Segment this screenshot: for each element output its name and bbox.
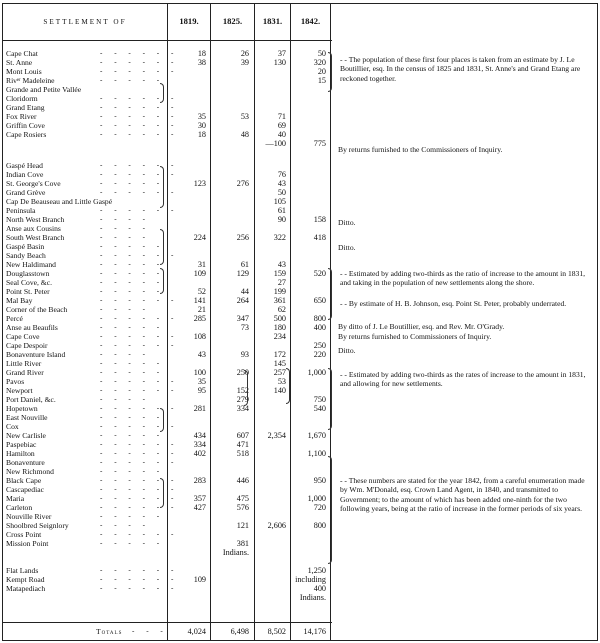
- leader-dots: - - - - - -: [100, 296, 179, 304]
- settlement-name: Paspebiac: [6, 440, 37, 449]
- settlement-name: Hamilton: [6, 449, 35, 458]
- leader-dots: - - - - - -: [100, 94, 179, 102]
- note-johnson: - - By estimate of H. B. Johnson, esq. Point St. Peter, probably underrated.: [340, 299, 567, 308]
- cell-year-1842: 800: [313, 314, 326, 323]
- cell-year-1842: 1,250: [307, 566, 326, 575]
- settlement-name: Point St. Peter: [6, 287, 50, 296]
- total-1819: 4,024: [187, 627, 206, 636]
- settlement-name: Anse aux Cousins: [6, 224, 61, 233]
- leader-dots: - - - - - -: [100, 58, 179, 66]
- leader-dots: - - - - -: [100, 76, 165, 84]
- brace-1842-group-a: [328, 52, 332, 92]
- brace-haldimand-group: [160, 268, 164, 294]
- cell-year-1842: 15: [317, 76, 326, 85]
- settlement-name: Indian Cove: [6, 170, 44, 179]
- cell-year-1819: 123: [193, 179, 206, 188]
- leader-dots: - - - -: [100, 521, 150, 529]
- cell-year-1825: 256: [236, 233, 249, 242]
- note-ditto-1: Ditto.: [338, 218, 356, 227]
- settlement-name: Kempt Road: [6, 575, 45, 584]
- settlement-name: Mont Louis: [6, 67, 42, 76]
- cell-year-1842: including: [295, 575, 326, 584]
- leader-dots: - - - - - -: [100, 188, 179, 196]
- settlement-name: Maria: [6, 494, 25, 503]
- settlement-name: Cox: [6, 422, 19, 431]
- total-1831: 8,502: [267, 627, 286, 636]
- cell-year-1819: 31: [197, 260, 206, 269]
- cell-year-1819: 109: [193, 269, 206, 278]
- cell-year-1825: 279: [236, 395, 249, 404]
- leader-dots: - - - - - -: [100, 503, 179, 511]
- brace-gaspe-group-b: [160, 229, 164, 265]
- leader-dots: - - - - -: [100, 467, 165, 475]
- leader-dots: - - - - - -: [100, 440, 179, 448]
- settlement-name: New Haldimand: [6, 260, 56, 269]
- total-1842: 14,176: [303, 627, 326, 636]
- note-ditto-2: Ditto.: [338, 243, 356, 252]
- cell-year-1819: 108: [193, 332, 206, 341]
- cell-year-1831: 71: [277, 112, 286, 121]
- settlement-name: Corner of the Beach: [6, 305, 68, 314]
- cell-year-1819: 434: [193, 431, 206, 440]
- settlement-name: Percé: [6, 314, 23, 323]
- header-year-1819: 1819.: [179, 16, 199, 26]
- cell-year-1819: 18: [197, 49, 206, 58]
- cell-year-1842: 1,670: [307, 431, 326, 440]
- cell-year-1819: 95: [197, 386, 206, 395]
- leader-dots: - - - - -: [100, 359, 165, 367]
- leader-dots: - - - - - -: [100, 341, 179, 349]
- leader-dots: - - - -: [100, 233, 150, 241]
- settlement-name: Sandy Beach: [6, 251, 46, 260]
- cell-year-1831: —100: [265, 139, 286, 148]
- bottom-rule: [2, 640, 598, 641]
- settlement-name: St. George's Cove: [6, 179, 61, 188]
- cell-year-1842: 720: [313, 503, 326, 512]
- cell-year-1831: 43: [277, 179, 286, 188]
- settlement-name: Grande and Petite Vallée: [6, 85, 82, 94]
- cell-year-1842: 1,100: [307, 449, 326, 458]
- cell-year-1842: 220: [313, 350, 326, 359]
- settlement-name: Cape Chat: [6, 49, 38, 58]
- leader-dots: - - - - -: [100, 260, 165, 268]
- brace-1825-group: [244, 370, 248, 406]
- leader-dots: - - - - - -: [100, 332, 179, 340]
- cell-year-1842: 1,000: [307, 368, 326, 377]
- cell-year-1831: 43: [277, 260, 286, 269]
- leader-dots: - - - - -: [100, 179, 165, 187]
- settlement-name: Bonaventure Island: [6, 350, 66, 359]
- brace-1842-group-d: [328, 456, 332, 564]
- cell-year-1831: 90: [277, 215, 286, 224]
- settlement-name: St. Anne: [6, 58, 33, 67]
- cell-year-1819: 38: [197, 58, 206, 67]
- cell-year-1819: 109: [193, 575, 206, 584]
- cell-year-1825: 576: [236, 503, 249, 512]
- settlement-name: Nouville River: [6, 512, 52, 521]
- cell-year-1842: 800: [313, 521, 326, 530]
- cell-year-1831: 199: [273, 287, 286, 296]
- cell-year-1819: 18: [197, 130, 206, 139]
- cell-year-1819: 52: [197, 287, 206, 296]
- settlement-name: Flat Lands: [6, 566, 39, 575]
- leader-dots: - - - - - -: [100, 476, 179, 484]
- leader-dots: - - - - - -: [100, 566, 179, 574]
- cell-year-1819: 283: [193, 476, 206, 485]
- leader-dots: - - - -: [100, 215, 150, 223]
- settlement-name: Bonaventure: [6, 458, 45, 467]
- right-rule: [597, 3, 598, 641]
- settlement-name: Seal Cove, &c.: [6, 278, 52, 287]
- settlement-name: Rivᵉʳ Madeleine: [6, 76, 55, 85]
- cell-year-1825: 381: [236, 539, 249, 548]
- settlement-name: Cape Cove: [6, 332, 40, 341]
- note-mcdonald: - - These numbers are stated for the year 1842, from a careful enumeration made by Wm. M'Donald, esq. Crown Land Agent, in 1840, and transmitted to Government; to the amount of which has been added one-ninth for the two following years, being at the ratio of increase in the former periods of six years.: [340, 476, 585, 514]
- totals-label: Totals: [96, 627, 123, 636]
- leader-dots: - - - - - -: [100, 458, 179, 466]
- settlement-name: New Carlisle: [6, 431, 46, 440]
- cell-year-1825: 121: [236, 521, 249, 530]
- settlement-name: Peninsula: [6, 206, 36, 215]
- settlement-name: Cape Rosiers: [6, 130, 47, 139]
- leader-dots: - - - - -: [100, 278, 165, 286]
- leader-dots: - - - - -: [100, 287, 165, 295]
- cell-year-1819: 334: [193, 440, 206, 449]
- header-settlement: SETTLEMENT OF: [43, 18, 127, 26]
- settlement-name: New Richmond: [6, 467, 54, 476]
- cell-year-1825: 518: [236, 449, 249, 458]
- cell-year-1831: 40: [277, 130, 286, 139]
- leader-dots: - - - -: [100, 350, 150, 358]
- cell-year-1825: 73: [240, 323, 249, 332]
- note-first-four: - - The population of these first four places is taken from an estimate by J. Le Boutillier, esq. In the census of 1825 and 1831, St. Anne's and Grand Etang are reckoned together.: [340, 55, 581, 83]
- cell-year-1831: 257: [273, 368, 286, 377]
- leader-dots: - - - -: [100, 305, 150, 313]
- cell-year-1831: 50: [277, 188, 286, 197]
- settlement-name: Port Daniel, &c.: [6, 395, 56, 404]
- note-returns-commissioners: By returns furnished to the Commissioners of Inquiry.: [338, 145, 503, 154]
- settlement-name: Cloridorm: [6, 94, 38, 103]
- cell-year-1819: 357: [193, 494, 206, 503]
- settlement-name: Little River: [6, 359, 42, 368]
- cell-year-1825: 446: [236, 476, 249, 485]
- leader-dots: - - - - -: [100, 323, 165, 331]
- top-rule: [2, 3, 598, 4]
- leader-dots: - - - - - -: [100, 251, 179, 259]
- settlement-name: Mission Point: [6, 539, 49, 548]
- leader-dots: - - - - - -: [100, 103, 179, 111]
- cell-year-1825: 276: [236, 179, 249, 188]
- cell-year-1842: Indians.: [299, 593, 326, 602]
- cell-year-1825: 471: [236, 440, 249, 449]
- cell-year-1825: 61: [240, 260, 249, 269]
- cell-year-1831: 172: [273, 350, 286, 359]
- leader-dots: - - - - -: [100, 368, 165, 376]
- settlement-name: Cascapediac: [6, 485, 44, 494]
- cell-year-1831: 27: [277, 278, 286, 287]
- settlement-name: Carleton: [6, 503, 33, 512]
- cell-year-1819: 100: [193, 368, 206, 377]
- total-1825: 6,498: [230, 627, 249, 636]
- cell-year-1819: 21: [197, 305, 206, 314]
- leader-dots: - - - - -: [100, 413, 165, 421]
- cell-year-1842: 250: [313, 341, 326, 350]
- cell-year-1819: 281: [193, 404, 206, 413]
- cell-year-1831: 105: [273, 197, 286, 206]
- settlement-name: Pavos: [6, 377, 25, 386]
- leader-dots: - - - - - -: [100, 530, 179, 538]
- leader-dots: - - - - - -: [100, 206, 179, 214]
- cell-year-1842: 418: [313, 233, 326, 242]
- cell-year-1825: 93: [240, 350, 249, 359]
- leader-dots: - - - - - -: [100, 485, 179, 493]
- settlement-name: Gaspé Head: [6, 161, 43, 170]
- brace-vallee-group: [160, 83, 164, 103]
- settlement-name: Black Cape: [6, 476, 42, 485]
- cell-year-1842: 320: [313, 58, 326, 67]
- cell-year-1825: Indians.: [222, 548, 249, 557]
- cell-year-1831: 180: [273, 323, 286, 332]
- settlement-name: North West Branch: [6, 215, 65, 224]
- brace-1842-group-b: [328, 268, 332, 320]
- leader-dots: - - - - - -: [100, 575, 179, 583]
- cell-year-1819: 141: [193, 296, 206, 305]
- cell-year-1819: 427: [193, 503, 206, 512]
- settlement-name: Grand Etang: [6, 103, 45, 112]
- leader-dots: - - - - - -: [100, 422, 179, 430]
- cell-year-1831: 62: [277, 305, 286, 314]
- settlement-name: Anse au Beaufils: [6, 323, 58, 332]
- cell-year-1842: 400: [313, 584, 326, 593]
- cell-year-1825: 53: [240, 112, 249, 121]
- leader-dots: - - - - - -: [100, 112, 179, 120]
- settlement-name: Douglasstown: [6, 269, 50, 278]
- cell-year-1842: 158: [313, 215, 326, 224]
- cell-year-1831: 234: [273, 332, 286, 341]
- leader-dots: - - - - - -: [100, 121, 179, 129]
- cell-year-1819: 224: [193, 233, 206, 242]
- header-year-1831: 1831.: [262, 16, 283, 26]
- cell-year-1825: 607: [236, 431, 249, 440]
- leader-dots: - - - - - -: [100, 49, 179, 57]
- cell-year-1842: 400: [313, 323, 326, 332]
- cell-year-1825: 250: [236, 368, 249, 377]
- left-rule: [2, 3, 3, 641]
- note-haldimand: - - Estimated by adding two-thirds as the ratio of increase to the amount in 1831, and taking in the population of new settlements along the shore.: [340, 269, 586, 288]
- leader-dots: - - - - -: [100, 431, 165, 439]
- cell-year-1842: 650: [313, 296, 326, 305]
- cell-year-1831: 159: [273, 269, 286, 278]
- cell-year-1831: 53: [277, 377, 286, 386]
- cell-year-1831: 2,606: [267, 521, 286, 530]
- cell-year-1825: 48: [240, 130, 249, 139]
- header-year-1825: 1825.: [222, 16, 243, 26]
- settlement-name: Fox River: [6, 112, 37, 121]
- cell-year-1819: 285: [193, 314, 206, 323]
- cell-year-1825: 334: [236, 404, 249, 413]
- brace-1831-group: [286, 368, 290, 404]
- cell-year-1831: 69: [277, 121, 286, 130]
- leader-dots: - - - - -: [100, 539, 165, 547]
- settlement-name: Cape Despoir: [6, 341, 48, 350]
- cell-year-1831: 322: [273, 233, 286, 242]
- settlement-name: Grand River: [6, 368, 44, 377]
- note-le-boutillier: By ditto of J. Le Boutillier, esq. and Rev. Mr. O'Grady.: [338, 322, 505, 331]
- settlement-name: Hopetown: [6, 404, 38, 413]
- leader-dots: - - - - - -: [100, 449, 179, 457]
- cell-year-1825: 475: [236, 494, 249, 503]
- cell-year-1842: 950: [313, 476, 326, 485]
- leader-dots: - - - -: [100, 224, 150, 232]
- header-year-1842: 1842.: [300, 16, 321, 26]
- cell-year-1842: 520: [313, 269, 326, 278]
- settlement-name: Matapediach: [6, 584, 46, 593]
- leader-dots: - - - - -: [100, 269, 165, 277]
- cell-year-1831: 37: [277, 49, 286, 58]
- totals-dots: - - -: [132, 627, 168, 635]
- cell-year-1842: 775: [313, 139, 326, 148]
- settlement-name: Cap De Beauseau and Little Gaspé: [6, 197, 113, 206]
- settlement-name: Grand Grève: [6, 188, 46, 197]
- cell-year-1842: 750: [313, 395, 326, 404]
- cell-year-1819: 35: [197, 377, 206, 386]
- leader-dots: - - - - - -: [100, 584, 179, 592]
- leader-dots: - - - -: [100, 395, 150, 403]
- cell-year-1819: 402: [193, 449, 206, 458]
- settlement-name: Newport: [6, 386, 33, 395]
- leader-dots: - - - - - -: [100, 170, 179, 178]
- leader-dots: - - - - - -: [100, 404, 179, 412]
- cell-year-1842: 20: [317, 67, 326, 76]
- cell-year-1819: 35: [197, 112, 206, 121]
- cell-year-1825: 347: [236, 314, 249, 323]
- cell-year-1825: 152: [236, 386, 249, 395]
- note-returns-inquiry: By returns furnished to Commissioners of Inquiry.: [338, 332, 492, 341]
- note-bonaventure: - - Estimated by adding two-thirds as the rates of increase to the amount in 1831, and allowing for new settlements.: [340, 370, 586, 389]
- cell-year-1825: 39: [240, 58, 249, 67]
- leader-dots: - - - - - -: [100, 494, 179, 502]
- cell-year-1825: 26: [240, 49, 249, 58]
- brace-1842-group-c: [328, 368, 332, 430]
- settlement-name: Griffin Cove: [6, 121, 45, 130]
- cell-year-1831: 500: [273, 314, 286, 323]
- leader-dots: - - - - - -: [100, 161, 179, 169]
- settlement-name: Mal Bay: [6, 296, 33, 305]
- cell-year-1819: 30: [197, 121, 206, 130]
- settlement-name: South West Branch: [6, 233, 65, 242]
- settlement-name: Gaspé Basin: [6, 242, 45, 251]
- cell-year-1831: 140: [273, 386, 286, 395]
- settlement-name: Shoolbred Seignlory: [6, 521, 69, 530]
- cell-year-1831: 61: [277, 206, 286, 215]
- leader-dots: - - - - - -: [100, 67, 179, 75]
- note-ditto-3: Ditto.: [338, 346, 356, 355]
- cell-year-1825: 264: [236, 296, 249, 305]
- cell-year-1831: 145: [273, 359, 286, 368]
- leader-dots: - - - - -: [100, 242, 165, 250]
- brace-gaspe-group-a: [160, 166, 164, 208]
- leader-dots: - - - - - -: [100, 130, 179, 138]
- settlement-name: Cross Point: [6, 530, 42, 539]
- leader-dots: - - - - - -: [100, 377, 179, 385]
- cell-year-1842: 540: [313, 404, 326, 413]
- brace-port-daniel-group: [160, 408, 164, 432]
- cell-year-1842: 1,000: [307, 494, 326, 503]
- leader-dots: - - - - - -: [100, 314, 179, 322]
- settlement-name: East Nouville: [6, 413, 48, 422]
- cell-year-1831: 130: [273, 58, 286, 67]
- cell-year-1825: 129: [236, 269, 249, 278]
- cell-year-1831: 76: [277, 170, 286, 179]
- cell-year-1842: 50: [317, 49, 326, 58]
- leader-dots: - - - - - -: [100, 386, 179, 394]
- cell-year-1831: 361: [273, 296, 286, 305]
- cell-year-1825: 44: [240, 287, 249, 296]
- cell-year-1831: 2,354: [267, 431, 286, 440]
- leader-dots: - - - - -: [100, 512, 165, 520]
- brace-bonaventure-group: [160, 478, 164, 508]
- cell-year-1819: 43: [197, 350, 206, 359]
